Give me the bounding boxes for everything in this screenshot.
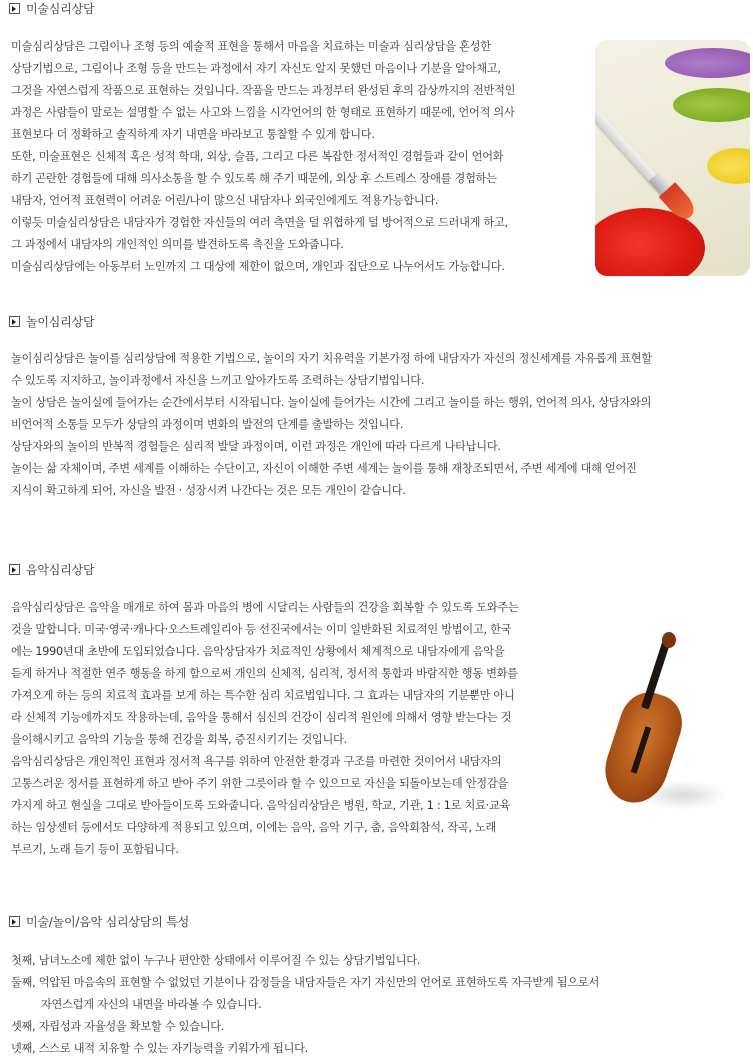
- paragraph-line: 가져오게 하는 등의 치료적 효과를 보게 하는 특수한 심리 치료법입니다. 그 효과는 내담자의 기분뿐만 아니: [11, 689, 515, 702]
- paragraph-line: 에는 1990년대 초반에 도입되었습니다. 음악상담자가 치료적인 상황에서 체계적으로 내담자에게 음악을: [11, 645, 505, 658]
- paragraph-line: 고통스러운 정서를 표현하게 하고 받아 주기 위한 그릇이라 할 수 있으므로 자신을 되돌아보는데 안정감을: [11, 777, 508, 790]
- paragraph-line: 하기 곤란한 경험들에 대해 의사소통을 할 수 있도록 해 주기 때문에, 외상 후 스트레스 장애를 경험하는: [11, 172, 497, 185]
- paragraph-line: 것을 말합니다. 미국·영국·캐나다·오스트레일리아 등 선진국에서는 이미 일반화된 치료적인 방법이고, 한국: [11, 623, 512, 636]
- section-body-art: [11, 36, 515, 278]
- paragraph-line: 가지게 하고 현실을 그대로 받아들이도록 도와줍니다. 음악심리상담은 병원, 학교, 기관, 1 : 1로 치료·교육: [11, 799, 511, 812]
- list-item: 둘째, 억압된 마음속의 표현할 수 없었던 기분이나 감정들을 내담자들은 자기 자신만의 언어로 표현하도록 자극받게 됨으로서: [11, 976, 600, 989]
- section-title: 놀이심리상담: [26, 314, 95, 329]
- section-body-features: [11, 950, 599, 1060]
- paragraph-line: 상담기법으로, 그림이나 조형 등을 만드는 과정에서 자기 자신도 알지 못했던 마음이나 기분을 알아채고,: [11, 62, 501, 75]
- section-title: 음악심리상담: [26, 562, 95, 577]
- purple-paint: [665, 48, 750, 78]
- section-body-play: [11, 348, 652, 502]
- yellow-paint: [707, 148, 750, 184]
- violin-scroll: [662, 632, 676, 648]
- bullet-arrow-icon: [9, 916, 20, 927]
- paragraph-line: 음악심리상담은 음악을 매개로 하여 몸과 마음의 병에 시달리는 사람들의 건강을 회복할 수 있도록 도와주는: [11, 601, 519, 614]
- section-heading-play: [9, 313, 94, 329]
- red-paint: [595, 208, 705, 276]
- paragraph-line: 지식이 확고하게 되어, 자신을 발전 · 성장시켜 나간다는 것은 모든 개인이 같습니다.: [11, 484, 406, 497]
- paragraph-line: 비언어적 소통들 모두가 상담의 과정이며 변화의 발전의 단계를 출발하는 것입니다.: [11, 418, 404, 431]
- list-item: 셋째, 자립성과 자율성을 확보할 수 있습니다.: [11, 1020, 225, 1033]
- violin-image: [598, 630, 733, 820]
- paragraph-line: 라 신체적 기능에까지도 작용하는데, 음악을 통해서 심신의 건강이 심리적 원인에 의해서 영향 받는다는 것: [11, 711, 512, 724]
- section-body-music: [11, 597, 519, 861]
- list-item: 넷째, 스스로 내적 치유할 수 있는 자기능력을 키워가게 됩니다.: [11, 1042, 308, 1055]
- paragraph-line: 그것을 자연스럽게 작품으로 표현하는 것입니다. 작품을 만드는 과정부터 완성된 후의 감상까지의 전반적인: [11, 84, 516, 97]
- green-paint: [673, 88, 750, 122]
- paragraph-line: 미술심리상담에는 아동부터 노인까지 그 대상에 제한이 없으며, 개인과 집단으로 나누어서도 가능합니다.: [11, 260, 505, 273]
- section-title: 미술/놀이/음악 심리상담의 특성: [26, 914, 190, 929]
- list-item: 첫째, 남녀노소에 제한 없이 누구나 편안한 상태에서 이루어질 수 있는 상담기법입니다.: [11, 954, 421, 967]
- paragraph-line: 음악심리상담은 개인적인 표현과 정서적 욕구를 위하여 안전한 환경과 구조를 마련한 것이어서 내담자의: [11, 755, 502, 768]
- bullet-arrow-icon: [9, 564, 20, 575]
- paragraph-line: 을이해시키고 음악의 기능을 통해 건강을 회복, 증진시키기는 것입니다.: [11, 733, 347, 746]
- paragraph-line: 내담자, 언어적 표현력이 어려운 어린/나이 많으신 내담자나 외국인에게도 적용가능합니다.: [11, 194, 439, 207]
- paragraph-line: 상담자와의 놀이의 반복적 경험들은 심리적 발달 과정이며, 이런 과정은 개인에 따라 다르게 나타납니다.: [11, 440, 501, 453]
- paragraph-line: 듣게 하거나 적절한 연주 행동을 하게 함으로써 개인의 신체적, 심리적, 정서적 통합과 바람직한 행동 변화를: [11, 667, 518, 680]
- paragraph-line: 이렇듯 미술심리상담은 내담자가 경험한 자신들의 여러 측면을 덜 위협하게 덜 방어적으로 드러내게 하고,: [11, 216, 508, 229]
- paragraph-line: 표현보다 더 정확하고 솔직하게 자기 내면을 바라보고 통찰할 수 있게 합니다.: [11, 128, 375, 141]
- bullet-arrow-icon: [9, 316, 20, 327]
- section-heading-music: [9, 561, 94, 577]
- paragraph-line: 그 과정에서 내담자의 개인적인 의미를 발견하도록 촉진을 도와줍니다.: [11, 238, 344, 251]
- section-title: 미술심리상담: [26, 1, 95, 16]
- bullet-arrow-icon: [9, 3, 20, 14]
- paragraph-line: 또한, 미술표현은 신체적 혹은 성적 학대, 외상, 슬픔, 그리고 다른 복잡한 정서적인 경험들과 같이 언어화: [11, 150, 504, 163]
- paragraph-line: 놀이심리상담은 놀이를 심리상담에 적용한 기법으로, 놀이의 자기 치유력을 기본가정 하에 내담자가 자신의 정신세계를 자유롭게 표현할: [11, 352, 652, 365]
- paragraph-line: 과정은 사람들이 말로는 설명할 수 없는 사고와 느낌을 시각언어의 한 형태로 표현하기 때문에, 언어적 의사: [11, 106, 515, 119]
- paragraph-line: 미술심리상담은 그림이나 조형 등의 예술적 표현을 통해서 마음을 치료하는 미술과 심리상담을 혼성한: [11, 40, 491, 53]
- paragraph-line: 놀이 상담은 놀이실에 들어가는 순간에서부터 시작됩니다. 놀이실에 들어가는 시간에 그리고 놀이를 하는 행위, 언어적 의사, 상담자와의: [11, 396, 652, 409]
- list-item-continuation: 자연스럽게 자신의 내면을 바라볼 수 있습니다.: [41, 998, 262, 1011]
- paragraph-line: 수 있도록 지지하고, 놀이과정에서 자신을 느끼고 알아가도록 조력하는 상담기법입니다.: [11, 374, 425, 387]
- paragraph-line: 하는 임상센터 등에서도 다양하게 적용되고 있으며, 이에는 음악, 음악 기구, 춤, 음악회참석, 작곡, 노래: [11, 821, 497, 834]
- section-heading-art: [9, 0, 94, 16]
- paint-brush-image: [595, 40, 750, 276]
- paragraph-line: 놀이는 삶 자체이며, 주변 세계를 이해하는 수단이고, 자신이 이해한 주변 세계는 놀이를 통해 재창조되면서, 주변 세계에 대해 얻어진: [11, 462, 637, 475]
- paragraph-line: 부르기, 노래 듣기 등이 포함됩니다.: [11, 843, 179, 856]
- section-heading-features: [9, 913, 189, 929]
